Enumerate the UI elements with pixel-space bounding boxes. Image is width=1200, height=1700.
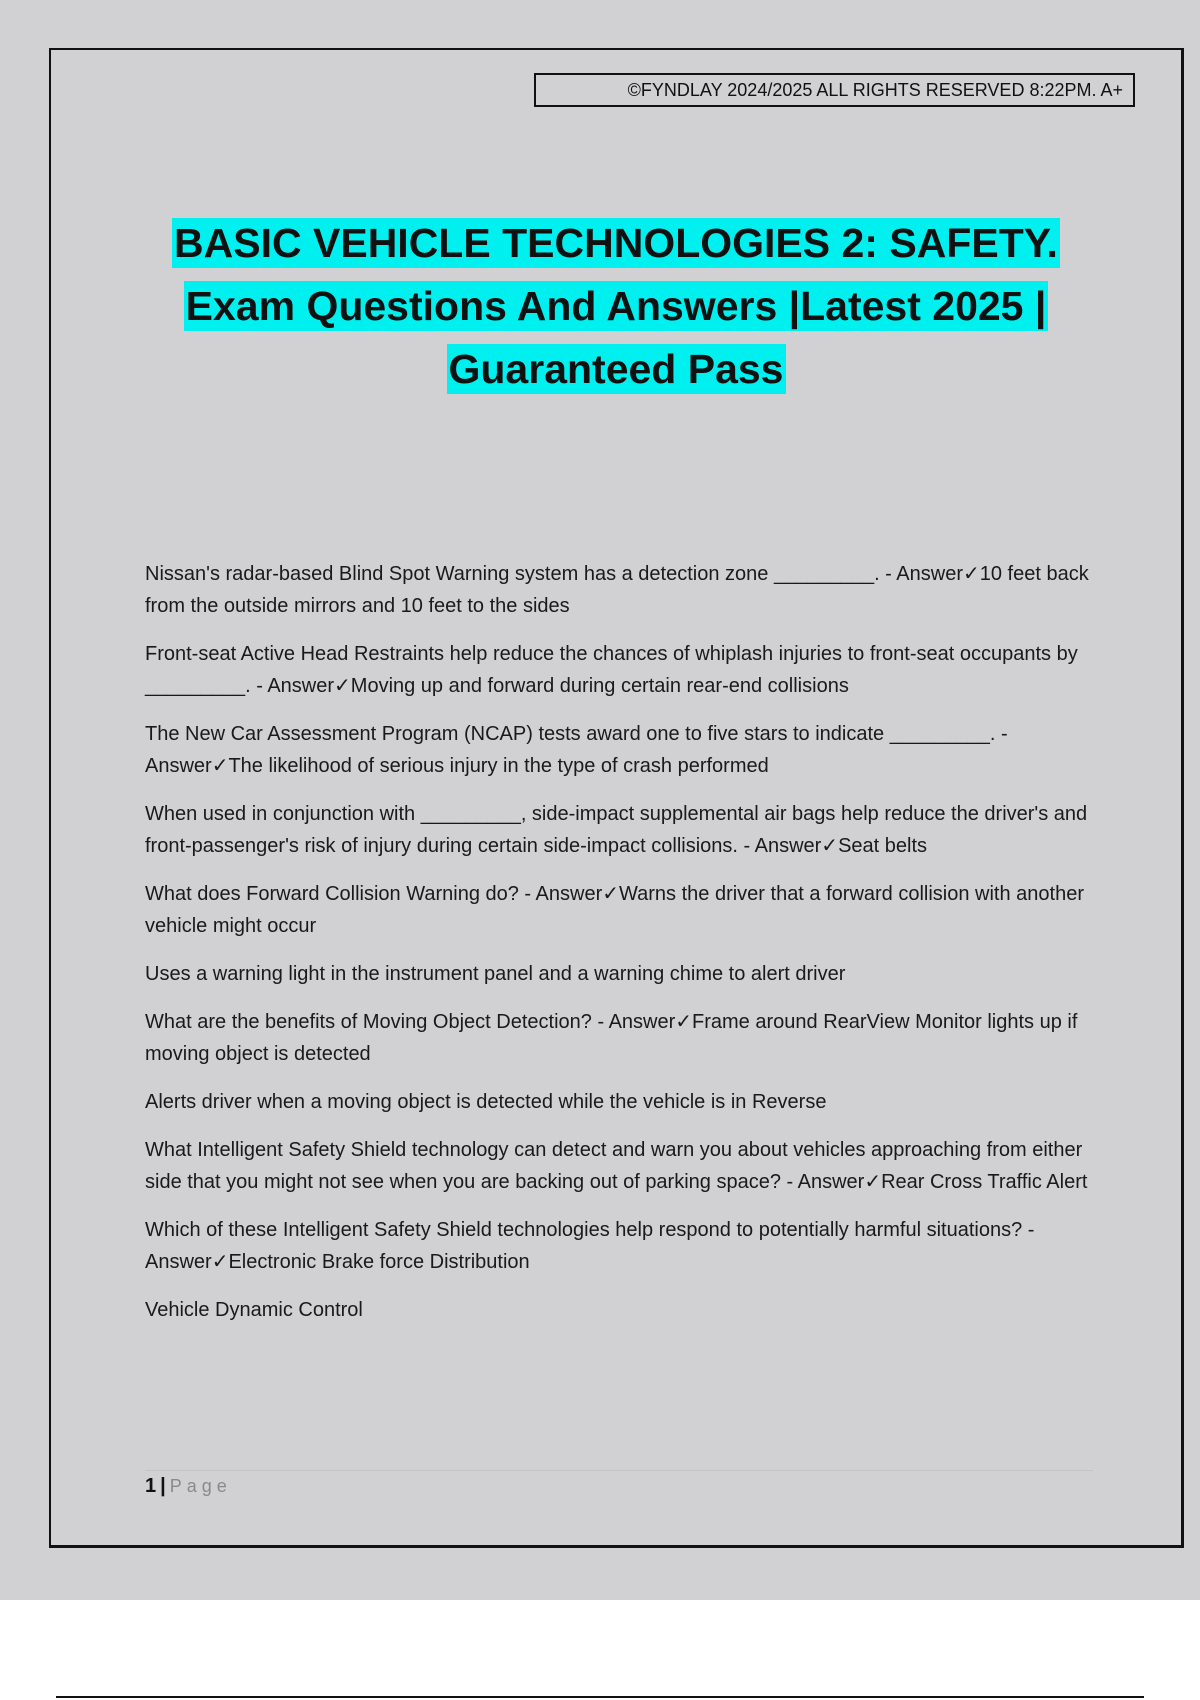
- qa-item: What Intelligent Safety Shield technology can detect and warn you about vehicles approaching from either side that you might not see when you are backing out of parking space? - Answer✓Rear Cross Traffic Alert: [145, 1139, 1088, 1193]
- bottom-divider: [56, 1696, 1144, 1698]
- qa-item: Front-seat Active Head Restraints help reduce the chances of whiplash injuries to front-seat occupants by _________. - Answer✓Moving up and forward during certain rear-end collisions: [145, 643, 1078, 697]
- footer-divider: [145, 1470, 1093, 1471]
- title-line-3: Guaranteed Pass: [448, 346, 784, 392]
- qa-item: Vehicle Dynamic Control: [145, 1299, 363, 1321]
- page-footer: [145, 1472, 232, 1500]
- footer-separator: |: [160, 1475, 166, 1497]
- qa-item: What are the benefits of Moving Object Detection? - Answer✓Frame around RearView Monitor lights up if moving object is detected: [145, 1011, 1078, 1065]
- qa-item: Uses a warning light in the instrument panel and a warning chime to alert driver: [145, 963, 846, 985]
- qa-item: The New Car Assessment Program (NCAP) tests award one to five stars to indicate _________. - Answer✓The likelihood of serious injury in the type of crash performed: [145, 723, 1008, 777]
- qa-item: When used in conjunction with _________, side-impact supplemental air bags help reduce the driver's and front-passenger's risk of injury during certain side-impact collisions. - Answer✓Seat belts: [145, 803, 1088, 857]
- page-number: 1: [145, 1475, 157, 1497]
- document-title: [100, 212, 1132, 401]
- qa-item: What does Forward Collision Warning do? - Answer✓Warns the driver that a forward collision with another vehicle might occur: [145, 883, 1085, 937]
- qa-item: Which of these Intelligent Safety Shield technologies help respond to potentially harmful situations? - Answer✓Electronic Brake force Distribution: [145, 1219, 1035, 1273]
- copyright-header: ©FYNDLAY 2024/2025 ALL RIGHTS RESERVED 8:22PM. A+: [534, 73, 1135, 107]
- qa-list: [145, 558, 1095, 1342]
- title-line-1: BASIC VEHICLE TECHNOLOGIES 2: SAFETY.: [174, 220, 1058, 266]
- page-label: Page: [169, 1476, 232, 1496]
- qa-item: Alerts driver when a moving object is detected while the vehicle is in Reverse: [145, 1091, 827, 1113]
- title-line-2: Exam Questions And Answers |Latest 2025 |: [185, 283, 1047, 329]
- qa-item: Nissan's radar-based Blind Spot Warning system has a detection zone _________. - Answer✓10 feet back from the outside mirrors and 10 feet to the sides: [145, 563, 1089, 617]
